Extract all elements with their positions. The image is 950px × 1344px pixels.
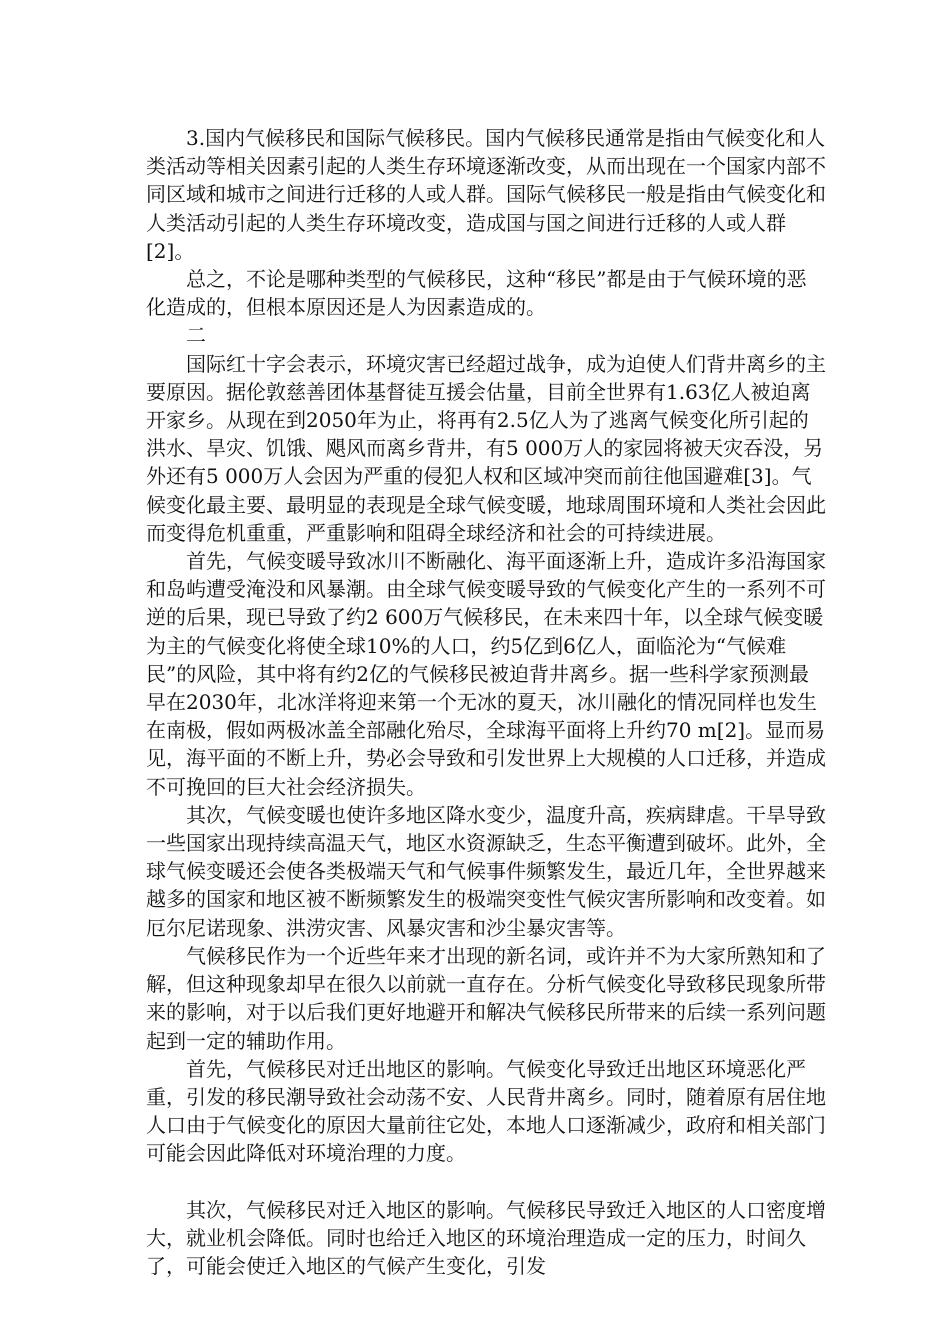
paragraph-summary: 总之，不论是哪种类型的气候移民，这种“移民”都是由于气候环境的恶化造成的，但根本原因还是人为因素造成的。 <box>146 267 807 320</box>
paragraph-red-cross: 国际红十字会表示，环境灾害已经超过战争，成为迫使人们背井离乡的主要原因。据伦敦慈善团体基督徒互援会估量，目前全世界有1.63亿人被迫离开家乡。从现在到2050年为止，将再有2.5亿人为了逃离气候变化所引起的洪水、旱灾、饥饿、飓风而离乡背井，有5 000万人的家园将被天灾吞没，另外还有5 000万人会因为严重的侵犯人权和区域冲突而前往他国避难[3]。气候变化最主要、最明显的表现是全球气候变暖，地球周围环境和人类社会因此而变得危机重重，严重影响和阻碍全球经济和社会的可持续进展。 <box>146 351 826 545</box>
paragraph-sea-level: 首先，气候变暖导致冰川不断融化、海平面逐渐上升，造成许多沿海国家和岛屿遭受淹没和风暴潮。由全球气候变暖导致的气候变化产生的一系列不可逆的后果，现已导致了约2 600万气候移民，在未来四十年，以全球气候变暖为主的气候变化将使全球10%的人口，约5亿到6亿人，面临沦为“气候难民”的风险，其中将有约2亿的气候移民被迫背井离乡。据一些科学家预测最早在2030年，北冰洋将迎来第一个无冰的夏天，冰川融化的情况同样也发生在南极，假如两极冰盖全部融化殆尽，全球海平面将上升约70 m[2]。显而易见，海平面的不断上升，势必会导致和引发世界上大规模的人口迁移，并造成不可挽回的巨大社会经济损失。 <box>146 549 826 799</box>
paragraph-gap <box>146 1168 826 1196</box>
paragraph-new-term: 气候移民作为一个近些年来才出现的新名词，或许并不为大家所熟知和了解，但这种现象却早在很久以前就一直存在。分析气候变化导致移民现象所带来的影响，对于以后我们更好地避开和解决气候移民所带来的后续一系列问题起到一定的辅助作用。 <box>146 943 826 1053</box>
paragraph-emigration-impact: 首先，气候移民对迁出地区的影响。气候变化导致迁出地区环境恶化严重，引发的移民潮导致社会动荡不安、人民背井离乡。同时，随着原有居住地人口由于气候变化的原因大量前往它处，本地人口逐渐减少，政府和相关部门可能会因此降低对环境治理的力度。 <box>146 1056 826 1166</box>
paragraph-climate-migrant-types: 3.国内气候移民和国际气候移民。国内气候移民通常是指由气候变化和人类活动等相关因素引起的人类生存环境逐渐改变，从而出现在一个国家内部不同区域和城市之间进行迁移的人或人群。国际气候移民一般是指由气候变化和人类活动引起的人类生存环境改变，造成国与国之间进行迁移的人或人群[2]。 <box>146 126 826 263</box>
section-heading-two: 二 <box>186 323 206 348</box>
paragraph-immigration-impact: 其次，气候移民对迁入地区的影响。气候移民导致迁入地区的人口密度增大，就业机会降低。同时也给迁入地区的环境治理造成一定的压力，时间久了，可能会使迁入地区的气候产生变化，引发 <box>146 1197 826 1278</box>
document-body <box>146 124 826 1280</box>
paragraph-drought-extreme-weather: 其次，气候变暖也使许多地区降水变少，温度升高，疾病肆虐。干旱导致一些国家出现持续高温天气，地区水资源缺乏，生态平衡遭到破坏。此外，全球气候变暖还会使各类极端天气和气候事件频繁发生，最近几年，全世界越来越多的国家和地区被不断频繁发生的极端突变性气候灾害所影响和改变着。如厄尔尼诺现象、洪涝灾害、风暴灾害和沙尘暴灾害等。 <box>146 802 826 940</box>
